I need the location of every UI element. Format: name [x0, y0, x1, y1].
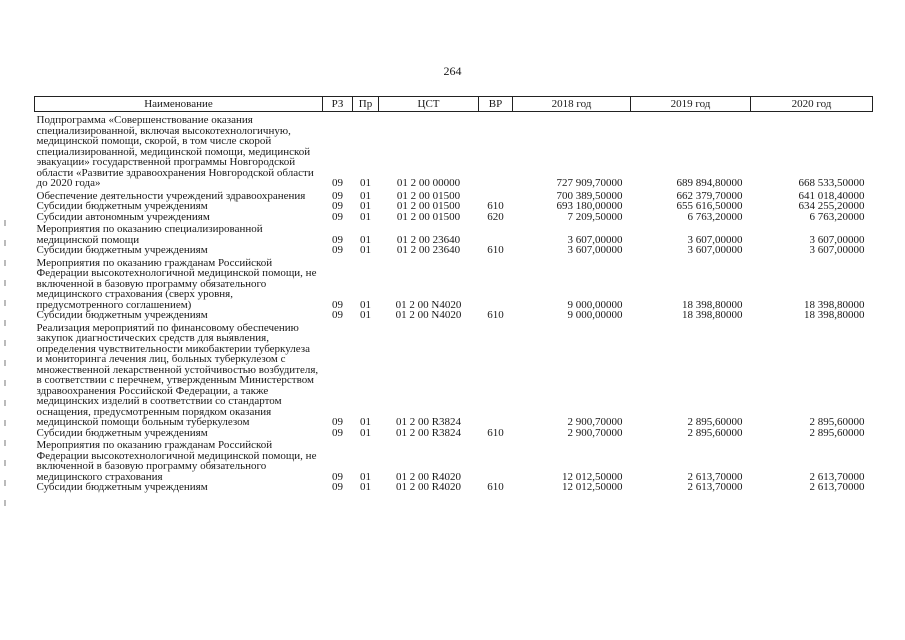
cell-pr: 01: [360, 189, 371, 202]
cell-y2020: 2 613,70000: [809, 470, 865, 483]
cell-pr: 01: [360, 481, 371, 493]
cell-y2018: 727 909,70000: [556, 177, 623, 189]
cell-name: Субсидии бюджетным учреждениям: [36, 200, 208, 212]
cell-y2018: 2 900,70000: [567, 416, 623, 428]
table-row: [35, 112, 873, 189]
cell-vr: 610: [487, 426, 504, 439]
cell-y2019: 2 613,70000: [687, 481, 743, 493]
cell-y2019: 18 398,80000: [682, 298, 743, 311]
cell-y2020: 3 607,00000: [809, 244, 865, 256]
header-cst: ЦСТ: [379, 97, 479, 112]
cell-rz: 09: [332, 200, 343, 212]
cell-cst: 01 2 00 R3824: [395, 416, 462, 428]
cell-name: Субсидии бюджетным учреждениям: [36, 309, 208, 321]
cell-vr: [479, 256, 513, 311]
cell-y2018: 2 900,70000: [567, 426, 623, 439]
cell-y2018: 3 607,00000: [567, 244, 623, 256]
cell-y2018: 12 012,50000: [562, 470, 623, 483]
cell-cst: 01 2 00 01500: [396, 189, 461, 202]
cell-rz: 09: [332, 210, 343, 223]
cell-y2018: 9 000,00000: [567, 298, 623, 311]
header-name: Наименование: [35, 97, 323, 112]
cell-vr: 610: [487, 200, 504, 212]
cell-y2019: 2 895,60000: [687, 416, 743, 428]
table-row: [35, 201, 873, 212]
cell-rz: 09: [332, 298, 343, 311]
cell-y2018: 693 180,00000: [556, 200, 623, 212]
cell-rz: 09: [332, 481, 343, 493]
cell-y2020: 3 607,00000: [809, 233, 865, 246]
cell-name: Субсидии бюджетным учреждениям: [36, 481, 208, 493]
table-row: [35, 321, 873, 428]
cell-y2019: 3 607,00000: [687, 233, 743, 246]
cell-y2019: 662 379,70000: [676, 189, 743, 202]
cell-name: Подпрограмма «Совершенствование оказания специализированной, включая высокотехнологичную, медицинской помощи, скорой, в том числе скорой специализированной, медицинской помощи, медицинской эвакуации» государственной программы Новгородской области «Развитие здравоохранения Новгородской области до 2020 года»: [36, 114, 314, 189]
header-rz: РЗ: [323, 97, 353, 112]
cell-pr: 01: [360, 416, 371, 428]
cell-rz: 09: [332, 233, 343, 246]
cell-rz: 09: [332, 309, 343, 321]
cell-rz: 09: [332, 426, 343, 439]
cell-pr: 01: [360, 200, 371, 212]
cell-y2018: 7 209,50000: [567, 210, 623, 223]
cell-cst: 01 2 00 R4020: [395, 470, 462, 483]
cell-name: Субсидии автономным учреждениям: [36, 210, 210, 223]
table-row: [35, 482, 873, 493]
cell-y2020: 2 895,60000: [809, 416, 865, 428]
cell-pr: 01: [360, 298, 371, 311]
cell-name: Мероприятия по оказанию гражданам Российской Федерации высокотехнологичной медицинской помощи, не включенной в базовую программу обязательного медицинского страхования: [36, 439, 317, 483]
cell-rz: 09: [332, 416, 343, 428]
cell-cst: 01 2 00 01500: [396, 200, 461, 212]
cell-vr: 610: [487, 244, 504, 256]
table-row: [35, 256, 873, 311]
header-2018: 2018 год: [513, 97, 631, 112]
binding-margin-marks: [4, 220, 6, 520]
cell-y2020: 634 255,20000: [798, 200, 865, 212]
table-header-row: [35, 97, 873, 112]
cell-y2020: 18 398,80000: [804, 309, 865, 321]
cell-vr: [479, 222, 513, 245]
page-number: 264: [443, 64, 462, 78]
cell-vr: [479, 112, 513, 189]
cell-rz: 09: [332, 189, 343, 202]
header-pr: Пр: [353, 97, 379, 112]
table-row: [35, 222, 873, 245]
cell-pr: 01: [360, 233, 371, 246]
cell-pr: 01: [360, 470, 371, 483]
budget-table: [34, 96, 873, 493]
cell-y2020: 18 398,80000: [804, 298, 865, 311]
header-vr: ВР: [479, 97, 513, 112]
table-row: [35, 438, 873, 482]
cell-name: Обеспечение деятельности учреждений здравоохранения: [36, 189, 306, 202]
cell-y2020: 668 533,50000: [798, 177, 865, 189]
cell-cst: 01 2 00 R4020: [395, 481, 462, 493]
cell-y2019: 18 398,80000: [682, 309, 743, 321]
cell-name: Мероприятия по оказанию специализированной медицинской помощи: [36, 223, 263, 246]
cell-y2018: 12 012,50000: [562, 481, 623, 493]
cell-y2020: 6 763,20000: [809, 210, 865, 223]
cell-y2019: 2 613,70000: [687, 470, 743, 483]
cell-y2020: 641 018,40000: [798, 189, 865, 202]
cell-rz: 09: [332, 470, 343, 483]
cell-pr: 01: [360, 426, 371, 439]
cell-y2018: 9 000,00000: [567, 309, 623, 321]
cell-rz: 09: [332, 244, 343, 256]
cell-vr: [479, 321, 513, 428]
cell-y2020: 2 895,60000: [809, 426, 865, 439]
cell-name: Мероприятия по оказанию гражданам Российской Федерации высокотехнологичной медицинской помощи, не включенной в базовую программу обязательного медицинского страхования (сверх уровня, предусмотренного соглашением): [36, 256, 317, 311]
cell-y2019: 655 616,50000: [676, 200, 743, 212]
cell-vr: 620: [487, 210, 504, 223]
table-body: [35, 112, 873, 493]
cell-y2019: 2 895,60000: [687, 426, 743, 439]
cell-cst: 01 2 00 00000: [396, 177, 461, 189]
cell-y2019: 6 763,20000: [687, 210, 743, 223]
cell-vr: 610: [487, 481, 504, 493]
cell-cst: 01 2 00 R3824: [395, 426, 462, 439]
cell-cst: 01 2 00 23640: [396, 233, 461, 246]
cell-pr: 01: [360, 210, 371, 223]
cell-y2018: 3 607,00000: [567, 233, 623, 246]
cell-y2018: 700 389,50000: [556, 189, 623, 202]
cell-rz: 09: [332, 177, 343, 189]
table-row: [35, 245, 873, 256]
cell-pr: 01: [360, 309, 371, 321]
cell-y2020: 2 613,70000: [809, 481, 865, 493]
header-2019: 2019 год: [631, 97, 751, 112]
cell-y2019: 3 607,00000: [687, 244, 743, 256]
table-row: [35, 212, 873, 223]
table-row: [35, 310, 873, 321]
header-2020: 2020 год: [751, 97, 873, 112]
cell-pr: 01: [360, 244, 371, 256]
cell-vr: [479, 438, 513, 482]
cell-cst: 01 2 00 01500: [396, 210, 461, 223]
cell-name: Реализация мероприятий по финансовому обеспечению закупок диагностических средств для выявления, определения чувствительности микобактерии туберкулеза и мониторинга лечения лиц, больных туберкулезом с множественной лекарственной устойчивостью возбудителя, в соответствии с перечнем, утвержденным Министерством здравоохранения Российской Федерации, а также медицинских изделий в соответствии со стандартом оснащения, предусмотренным порядком оказания медицинской помощи больным туберкулезом: [36, 321, 319, 428]
cell-vr: 610: [487, 309, 504, 321]
cell-y2019: 689 894,80000: [676, 177, 743, 189]
cell-pr: 01: [360, 177, 371, 189]
cell-cst: 01 2 00 23640: [396, 244, 461, 256]
cell-name: Субсидии бюджетным учреждениям: [36, 244, 208, 256]
cell-cst: 01 2 00 N4020: [395, 309, 462, 321]
table-row: [35, 428, 873, 439]
cell-name: Субсидии бюджетным учреждениям: [36, 426, 208, 439]
cell-cst: 01 2 00 N4020: [395, 298, 462, 311]
